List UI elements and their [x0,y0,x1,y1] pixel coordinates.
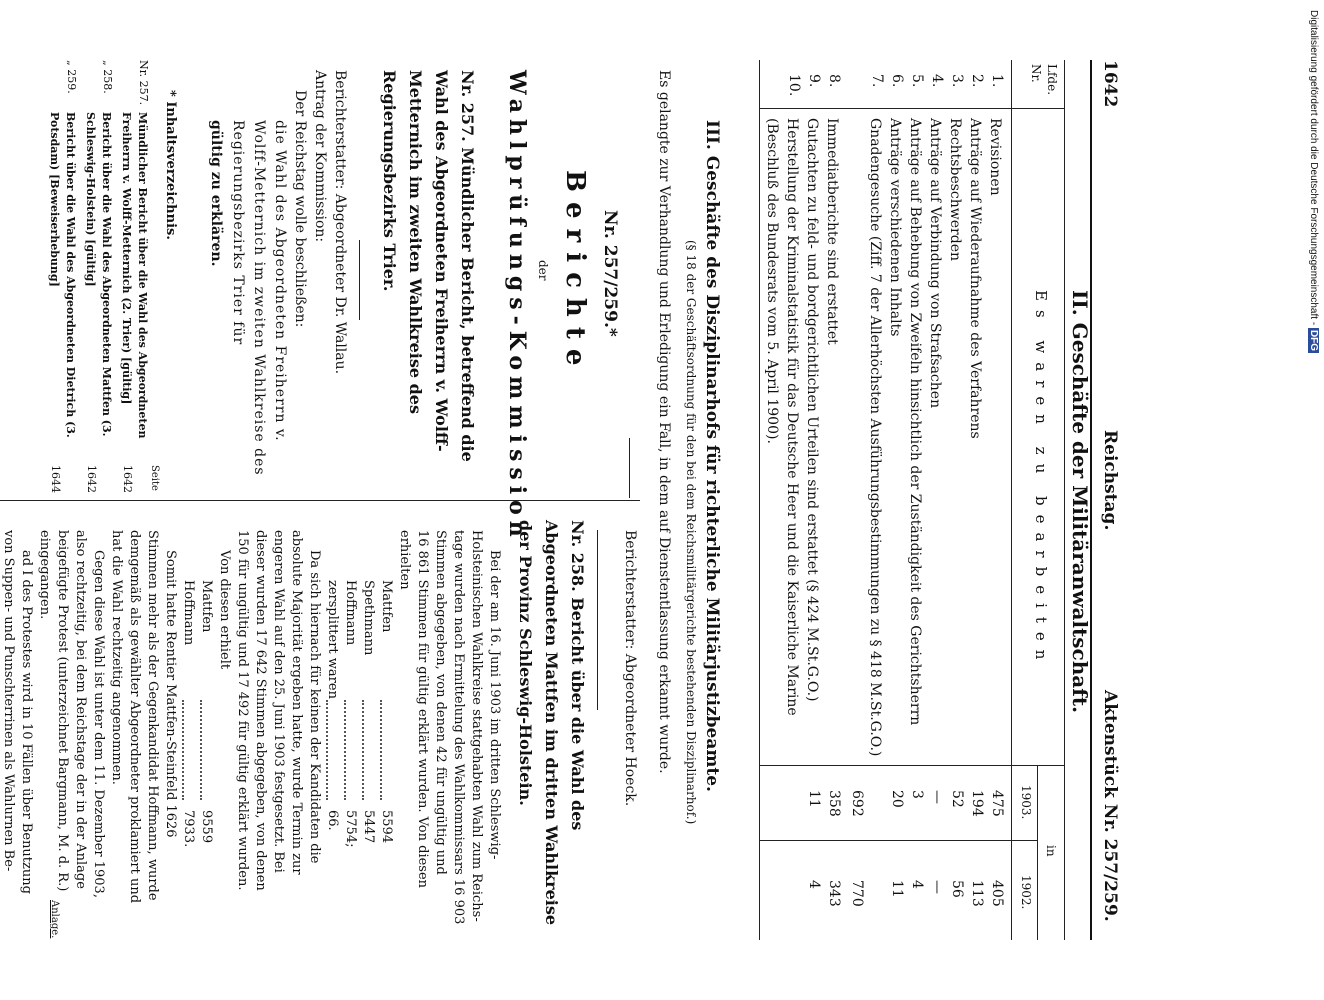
page-number: 1642 [1100,60,1120,108]
table-row-nr: 7. [869,74,885,88]
col-header-1902: 1902. [1019,875,1033,910]
table-row-nr: 10. [786,74,802,97]
vote-value: 9559 [199,810,214,844]
toc-entry-page: 1642 [85,465,98,493]
column-divider [0,500,640,501]
toc-entry-text: Bericht über die Wahl des Abgeordneten Dietrich (3. Potsdam) [Beweiserhebung] [48,112,77,438]
vote-value: 66. [325,810,340,831]
rotated-content [1,60,1210,960]
der-label: der [536,260,550,281]
body-line: engeren Wahl auf den 25. Juni 1903 festgesetzt. Bei [271,530,286,873]
body-line: Somit hatte Rentier Mattfen-Steinfeld 1626 [163,550,178,838]
antrag-label: Antrag der Kommission: [312,70,328,243]
vote-name: Mattfen [199,580,214,633]
table-header-rule [1011,60,1012,940]
vote-value: 5447 [361,810,376,844]
table-row-desc: Immediatberichte sind erstattet [824,118,840,345]
section3-heading: III. Geschäfte des Disziplinarhofs für richterliche Militärjustizbeamte. [702,120,722,792]
right-short-rule [597,530,598,710]
table-row-1902: 11 [889,880,905,898]
antrag-text-3: gültig zu erklären. [208,120,224,267]
toc-entry-nr: Nr. 257. [137,60,150,106]
body-line: Da sich hiernach für keinen der Kandidaten die [307,550,322,864]
col-header-desc: Es waren zu bearbeiten [1032,290,1050,669]
dfg-note-text: Digitalisierung gefördert durch die Deutsche Forschungsgemeinschaft - [1308,10,1319,326]
table-row-desc: Anträge auf Wiederaufnahme des Verfahrens [967,118,983,439]
table-row-1902: 4 [909,880,925,889]
vote-name: zersplittert waren [325,580,340,699]
table-row-desc: Anträge verschiedenen Inhalts [887,118,903,337]
vote-leader [362,700,364,800]
table-row-nr: 8. [826,74,842,88]
body-line: absolute Majorität ergeben hatte, wurde Termin zur [289,530,304,875]
table-row-1902: 4 [806,880,822,889]
col-in-rule [1037,765,1038,940]
body-line: eingegangen. [37,530,52,620]
report-258: Nr. 258. Bericht über die Wahl des Abgeordneten Mattfen im dritten Wahlkreise der Provinz Schleswig-Holstein. [516,520,587,926]
table-bottom-rule [759,60,760,940]
body-line: Gegen diese Wahl ist unter dem 11. Dezember 1903, [91,550,106,898]
body-line: von Suppen- und Punschterrinen als Wahlurnen Be- [1,530,16,872]
body-line: also rechtzeitig, bei dem Reichstage der in der Anlage [73,530,88,889]
table-row-nr: 9. [806,74,822,88]
vote-leader [182,700,184,800]
body-line: Stimmen abgegeben, von denen 42 für ungültig und [433,530,448,875]
body-line: tage wurden nach Ermittelung des Wahlkommissars 16 903 [451,530,466,925]
dfg-note [1303,0,1324,400]
body-line: erhielten [397,530,412,590]
col-header-1903: 1903. [1019,785,1033,820]
berichte-title: Berichte [560,170,590,376]
header-title-left: Reichstag. [1100,430,1120,531]
body-line: beigefügte Protest (unterzeichnet Bargmann, M. d. R.) [55,530,70,892]
section2-heading: II. Geschäfte der Militäranwaltschaft. [1068,290,1092,714]
col-sep-1 [760,108,1065,109]
table-row-1902: 56 [949,880,965,898]
section3-text: Es gelangte zur Verhandlung und Erledigung ein Fall, in dem auf Dienstentlassung erkannt wurde. [656,70,672,774]
body-line: 16 861 Stimmen für gültig erklärt wurden. Von diesen [415,530,430,889]
vote-name: Hoffmann [343,580,358,646]
body-line: Holsteinischen Wahlkreise stattgehabten Wahl zum Reichs- [469,530,484,922]
col-header-in: in [1044,845,1058,857]
table-row-nr: 5. [909,74,925,88]
toc-entry-page: 1644 [49,465,62,493]
table-row-1903: — [929,790,945,804]
berichterstatter-257: Berichterstatter: Abgeordneter Dr. Wallau. [332,70,348,375]
toc-entry-text: Bericht über die Wahl des Abgeordneten Mattfen (3. Schleswig-Holstein) [gültig] [84,112,113,437]
table-row-1903: 194 [969,790,985,817]
body-line: dieser wurden 17 642 Stimmen abgegeben, von denen [253,530,268,891]
section3-subheading: (§ 18 der Geschäftsordnung für den bei dem Reichsmilitärgerichte bestehenden Disziplinarhof.) [684,240,698,825]
vote-value: 7933. [181,810,196,848]
body-line: Bei der am 16. Juni 1903 im dritten Schleswig- [487,550,502,860]
body-line: hat die Wahl rechtzeitig angenommen. [109,530,124,785]
antrag-text-2: die Wahl des Abgeordneten Freiherrn v. Wolff-Metternich im zweiten Wahlkreise des Regierungsbezirks Trier für [230,120,288,476]
table-row-1903: 475 [989,790,1005,817]
anlage-note: Anlage. [49,900,60,939]
table-row-1902: 770 [849,880,865,907]
table-row-nr: 3. [949,74,965,88]
table-row-1902: 405 [989,880,1005,907]
vote-value: 5594 [379,810,394,844]
table-row-1902: 113 [969,880,985,907]
col-sep-3 [760,840,1038,841]
body-line: Von diesen erhielt [217,550,232,670]
table-row-desc: Anträge auf Verbindung von Strafsachen [927,118,943,409]
body-line: demgemäß als gewählter Abgeordneter proklamiert und [127,530,142,904]
body-line: 150 für ungültig und 17 492 für gültig erklärt wurden. [235,530,250,891]
table-row-1902: 343 [826,880,842,907]
body-line: Stimmen mehr als der Gegenkandidat Hoffmann, wurde [145,530,160,901]
table-row-nr: 1. [989,74,1005,88]
table-row-1903: 358 [826,790,842,817]
header-title-right: Aktenstück Nr. 257/259. [1100,690,1120,922]
table-row-desc: Gnadengesuche (Ziff. 7 der Allerhöchsten Ausführungsbestimmungen zu § 418 M.St.G.O.) [867,118,883,757]
report-257: Nr. 257. Mündlicher Bericht, betreffend die Wahl des Abgeordneten Freiherrn v. Wolff-Metternich im zweiten Wahlkreise des Regierungsbezirks Trier. [380,70,477,462]
vote-value: 5754; [343,810,358,848]
col-header-nr: Lfde. Nr. [1029,64,1059,96]
table-row-desc: Herstellung der Kriminalstatistik für das Deutsche Heer und die Kaiserliche Marine (Beschluß des Bundesrats vom 5. April 1900). [764,118,800,716]
table-row-1903: 11 [806,790,822,808]
body-line: ad I des Protestes wird in 10 Fällen über Benutzung [19,550,34,894]
table-row-1903: 692 [849,790,865,817]
berichterstatter-258: Berichterstatter: Abgeordneter Hoeck. [622,530,638,807]
commission-title: Wahlprüfungs-Kommission [504,70,530,543]
table-row-nr: 2. [969,74,985,88]
col-sep-2 [760,765,1065,766]
vote-name: Hoffmann [181,580,196,646]
table-row-1903: 20 [889,790,905,808]
table-row-nr: 6. [889,74,905,88]
vote-name: Spethmann [361,580,376,656]
table-row-nr: 4. [929,74,945,88]
toc-entry-nr: „ 258. [101,60,114,94]
table-row-1902: — [929,880,945,894]
table-top-rule [1064,60,1065,940]
toc-seite: Seite [149,465,160,491]
vote-leader [380,700,382,800]
vote-leader [200,700,202,800]
mid-rule [629,438,630,498]
antrag-text-1: Der Reichstag wolle beschließen: [292,90,308,328]
dfg-logo: DFG [1308,329,1319,352]
toc-entry-text: Mündlicher Bericht über die Wahl des Abgeordneten Freiherrn v. Wolff-Metternich (2. Trier) [gültig] [120,112,149,439]
table-row-desc: Gutachten zu feld- und bordgerichtlichen Urteilen sind erstattet (§ 424 M.St.G.O.) [804,118,820,702]
left-short-rule [359,240,360,320]
vote-name: Mattfen [379,580,394,633]
table-row-desc: Anträge auf Behebung von Zweifeln hinsichtlich der Zuständigkeit des Gerichtsherrn [907,118,923,726]
table-row-desc: Rechtsbeschwerden [947,118,963,262]
toc-entry-page: 1642 [121,465,134,493]
table-row-1903: 52 [949,790,965,808]
table-row-desc: Revisionen [987,118,1003,196]
report-number: Nr. 257/259.* [600,210,620,337]
toc-entry-nr: „ 259. [65,60,78,94]
toc-heading: * Inhaltsverzeichnis. [163,90,178,240]
table-row-1903: 3 [909,790,925,799]
vote-leader [326,700,328,800]
vote-leader [344,700,346,800]
